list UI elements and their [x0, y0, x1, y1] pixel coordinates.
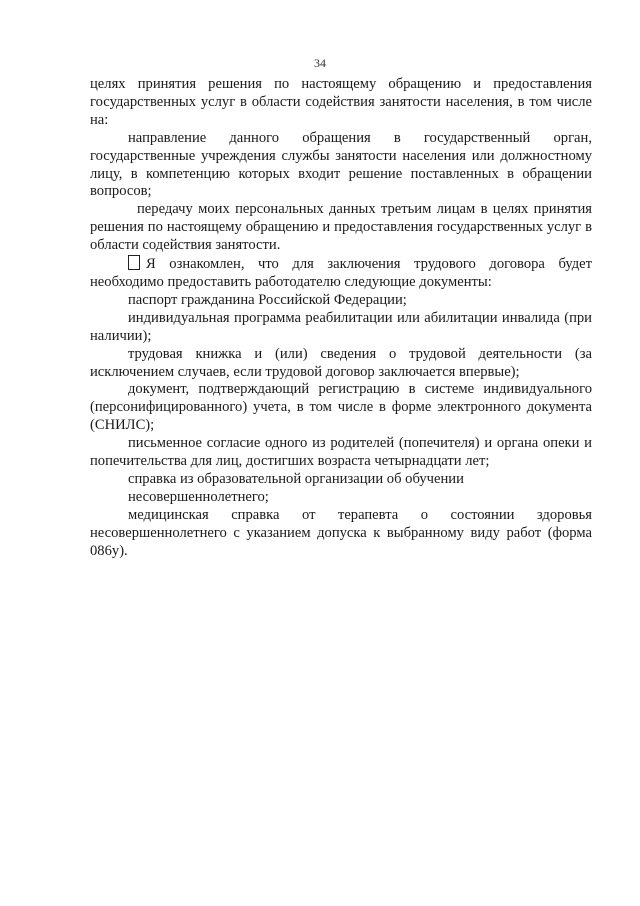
list-item-snils: документ, подтверждающий регистрацию в системе индивидуального (персонифицированного) учета, в том числе в форме электронного документа (СНИЛС); [90, 381, 592, 434]
list-item-parental-consent: письменное согласие одного из родителей (попечителя) и органа опеки и попечительства для лиц, достигших возраста четырнадцати лет; [90, 435, 592, 470]
list-item-school-certificate-cont: несовершеннолетнего; [128, 488, 269, 505]
page-number: 34 [314, 56, 326, 70]
paragraph-data-transfer: передачу моих персональных данных третьим лицам в целях принятия решения по настоящему обращению и предоставления государственных услуг в области содействия занятости. [90, 201, 592, 254]
list-item-school-certificate: справка из образовательной организации об обучении [128, 470, 464, 487]
list-item-medical-certificate: медицинская справка от терапевта о состоянии здоровья несовершеннолетнего с указанием допуска к выбранному виду работ (форма 086у). [90, 506, 592, 559]
paragraph-consent-purpose: целях принятия решения по настоящему обращению и предоставления государственных услуг в области содействия занятости населения, в том числе на: [90, 76, 592, 128]
acknowledgement-text: Я ознакомлен, что для заключения трудового договора будет необходимо предоставить работодателю следующие документы: [90, 256, 592, 290]
acknowledgement-checkbox[interactable] [128, 255, 140, 270]
document-body [90, 76, 592, 560]
paragraph-acknowledgement [90, 255, 592, 292]
list-item-rehab-program: индивидуальная программа реабилитации или абилитации инвалида (при наличии); [90, 309, 592, 344]
paragraph-forwarding: направление данного обращения в государственный орган, государственные учреждения службы занятости населения или должностному лицу, в компетенцию которых входит решение поставленных в обращении вопросов; [90, 129, 592, 200]
list-item-work-record: трудовая книжка и (или) сведения о трудовой деятельности (за исключением случаев, если трудовой договор заключается впервые); [90, 345, 592, 380]
list-item-passport: паспорт гражданина Российской Федерации; [128, 291, 407, 308]
